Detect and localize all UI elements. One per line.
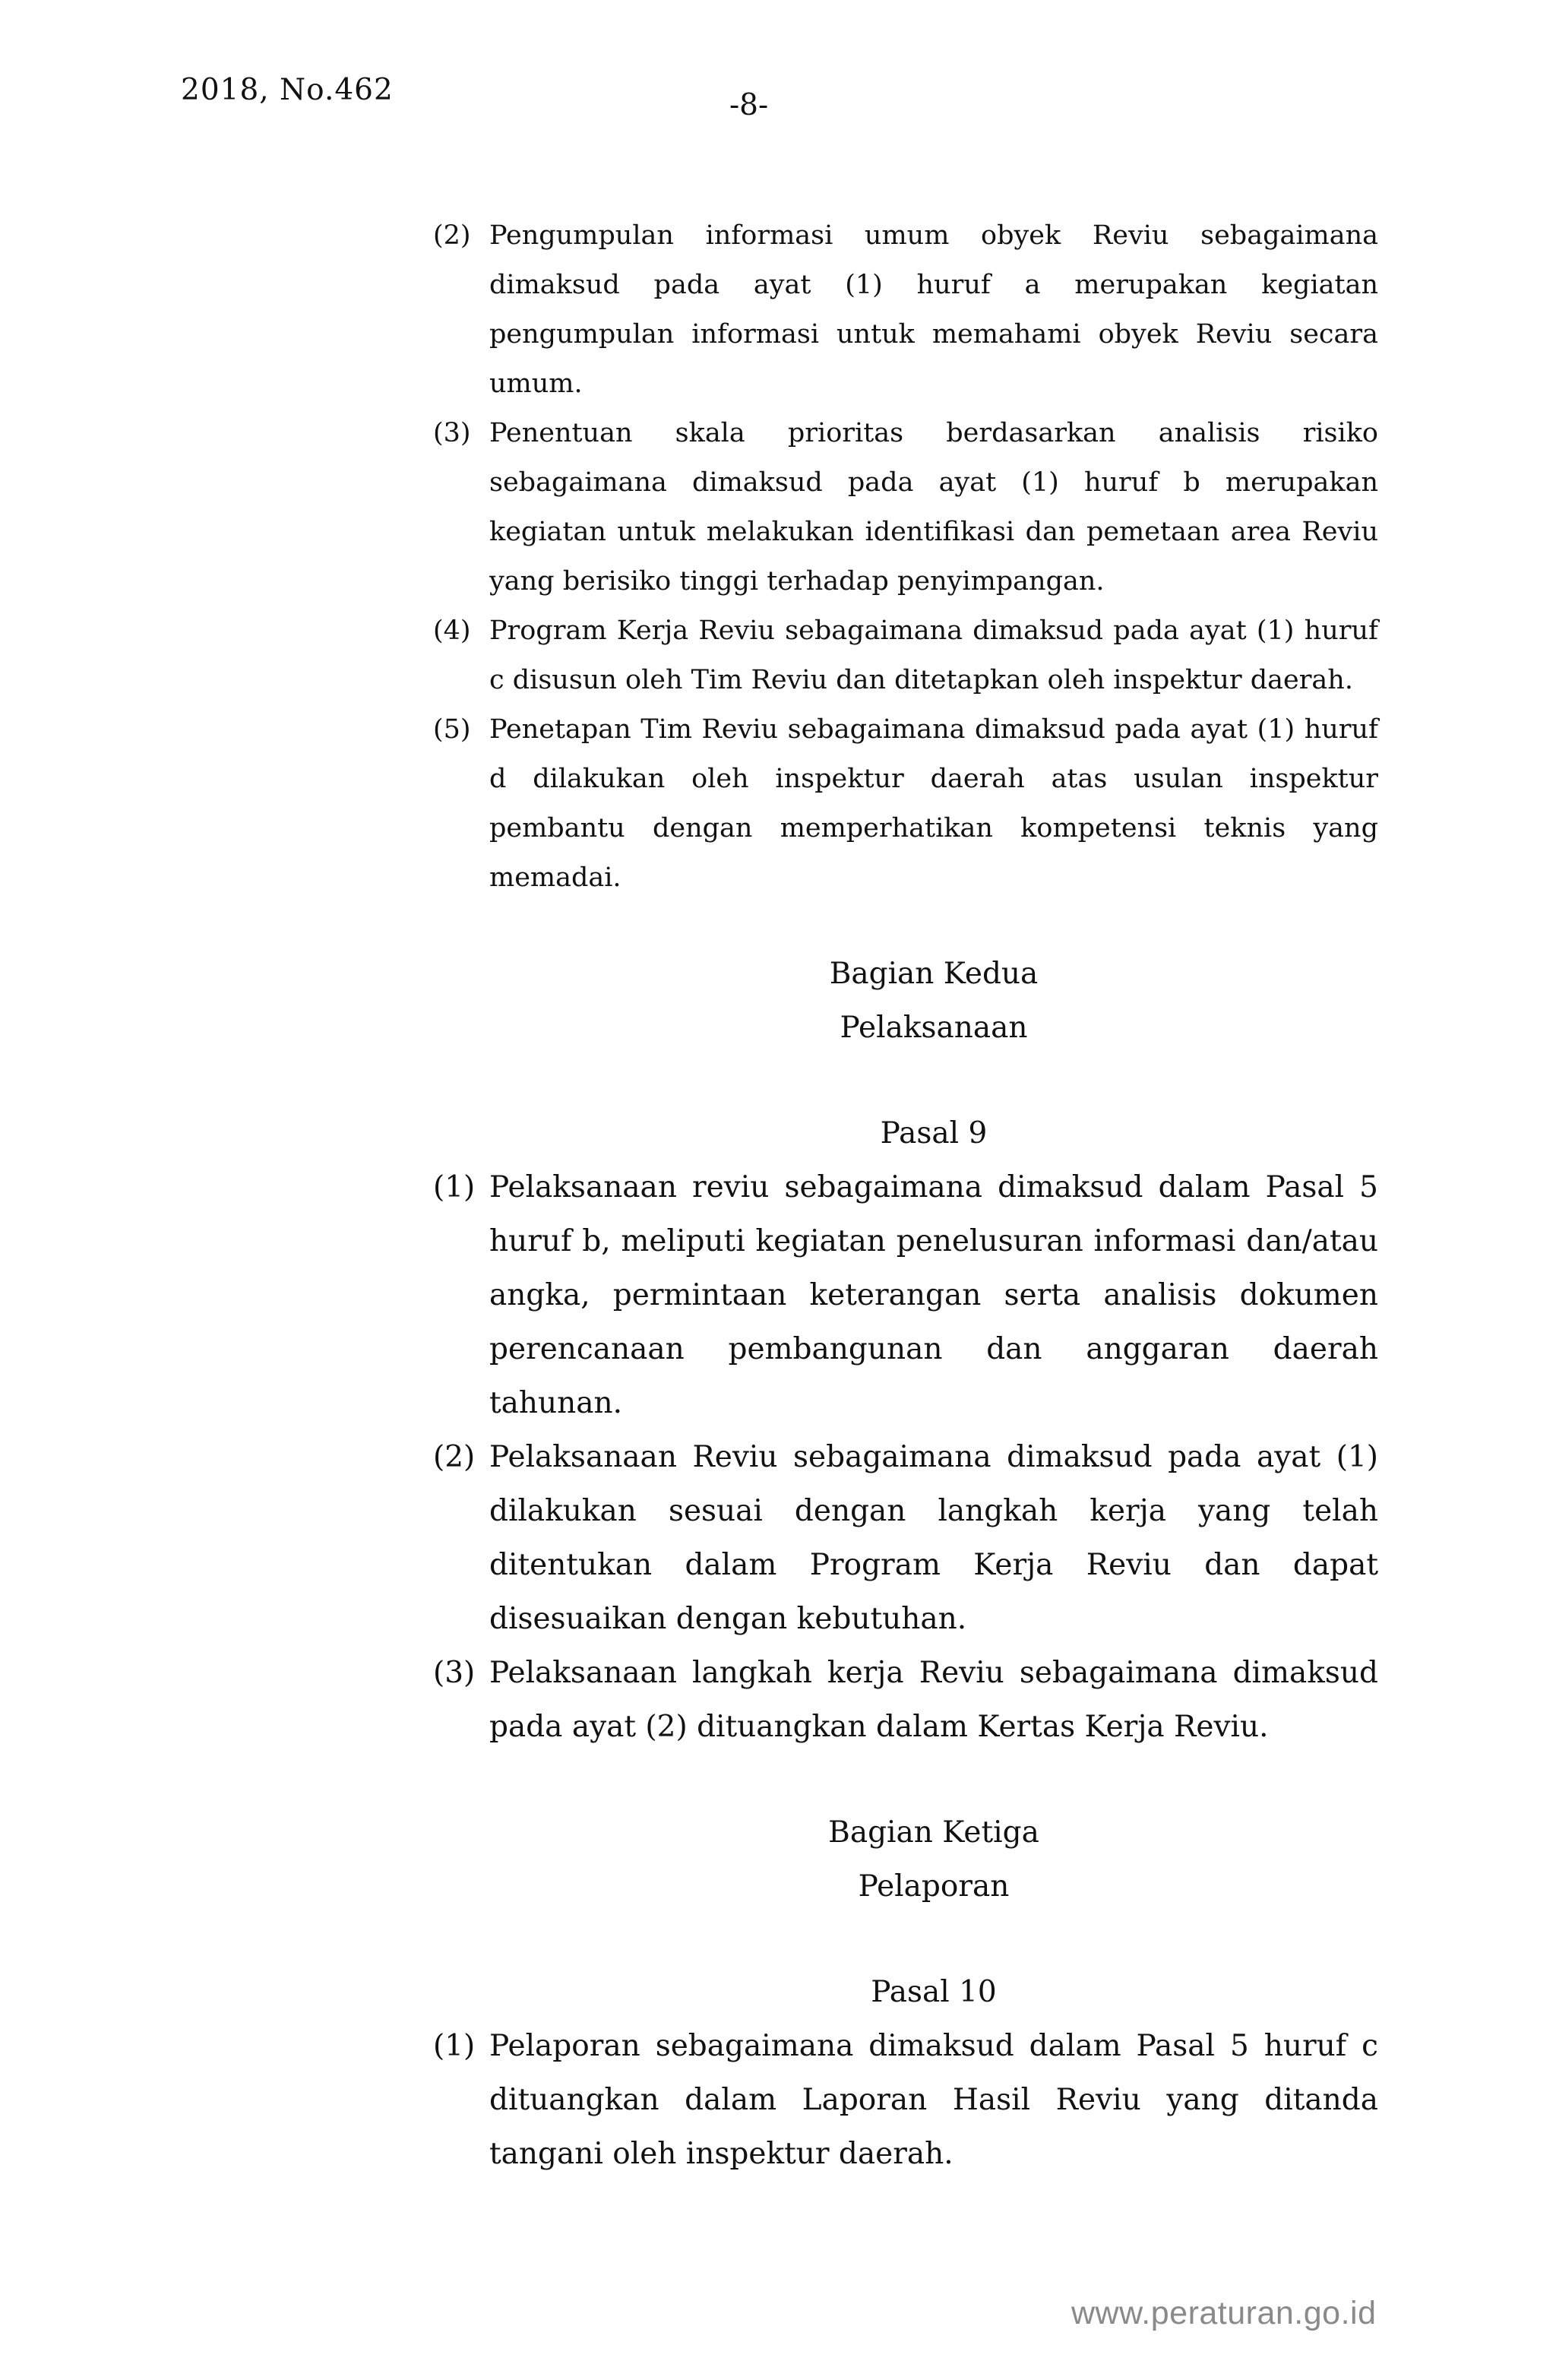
continued-items [433, 211, 1378, 903]
list-item [433, 409, 1378, 606]
item-number: (3) [433, 418, 471, 448]
page-number: -8- [729, 88, 769, 122]
item-text: Pengumpulan informasi umum obyek Reviu sebagaimana dimaksud pada ayat (1) huruf a merupakan kegiatan pengumpulan informasi untuk memahami obyek Reviu secara umum. [489, 220, 1378, 399]
item-number: (2) [433, 1440, 476, 1474]
item-number: (1) [433, 1170, 476, 1204]
item-number: (5) [433, 714, 471, 745]
document-body [433, 211, 1378, 2181]
item-text: Pelaporan sebagaimana dimaksud dalam Pasal 5 huruf c dituangkan dalam Laporan Hasil Reviu yang ditanda tangani oleh inspektur daerah. [489, 2029, 1378, 2171]
article-heading: Pasal 10 [871, 1975, 997, 2009]
section-title-heading: Pelaksanaan [840, 1011, 1028, 1045]
item-number: (3) [433, 1656, 476, 1690]
item-text: Pelaksanaan reviu sebagaimana dimaksud dalam Pasal 5 huruf b, meliputi kegiatan penelusuran informasi dan/atau angka, permintaan keterangan serta analisis dokumen perencanaan pembangunan dan anggaran daerah tahunan. [489, 1170, 1378, 1420]
list-item [433, 705, 1378, 903]
item-text: Penetapan Tim Reviu sebagaimana dimaksud pada ayat (1) huruf d dilakukan oleh inspektur daerah atas usulan inspektur pembantu dengan memperhatikan kompetensi teknis yang memadai. [489, 714, 1378, 893]
article-items [433, 2019, 1378, 2181]
list-item [433, 1430, 1378, 1646]
list-item [433, 1160, 1378, 1430]
section-part-heading: Bagian Ketiga [828, 1815, 1039, 1850]
footer-website-link[interactable]: www.peraturan.go.id [1071, 2295, 1377, 2331]
section-part-heading: Bagian Kedua [829, 957, 1039, 991]
section-title-heading: Pelaporan [858, 1869, 1010, 1904]
list-item [433, 1646, 1378, 1754]
article-items [433, 1160, 1378, 1754]
item-text: Program Kerja Reviu sebagaimana dimaksud pada ayat (1) huruf c disusun oleh Tim Reviu dan ditetapkan oleh inspektur daerah. [489, 616, 1378, 695]
item-number: (4) [433, 616, 471, 646]
item-text: Pelaksanaan Reviu sebagaimana dimaksud pada ayat (1) dilakukan sesuai dengan langkah kerja yang telah ditentukan dalam Program Kerja Reviu dan dapat disesuaikan dengan kebutuhan. [489, 1440, 1378, 1636]
header-reference: 2018, No.462 [181, 73, 394, 107]
article-heading: Pasal 9 [880, 1116, 988, 1150]
list-item [433, 606, 1378, 705]
list-item [433, 211, 1378, 409]
item-text: Penentuan skala prioritas berdasarkan analisis risiko sebagaimana dimaksud pada ayat (1) huruf b merupakan kegiatan untuk melakukan identifikasi dan pemetaan area Reviu yang berisiko tinggi terhadap penyimpangan. [489, 418, 1378, 597]
item-number: (2) [433, 220, 471, 251]
item-number: (1) [433, 2029, 476, 2063]
list-item [433, 2019, 1378, 2181]
item-text: Pelaksanaan langkah kerja Reviu sebagaimana dimaksud pada ayat (2) dituangkan dalam Kertas Kerja Reviu. [489, 1656, 1378, 1744]
